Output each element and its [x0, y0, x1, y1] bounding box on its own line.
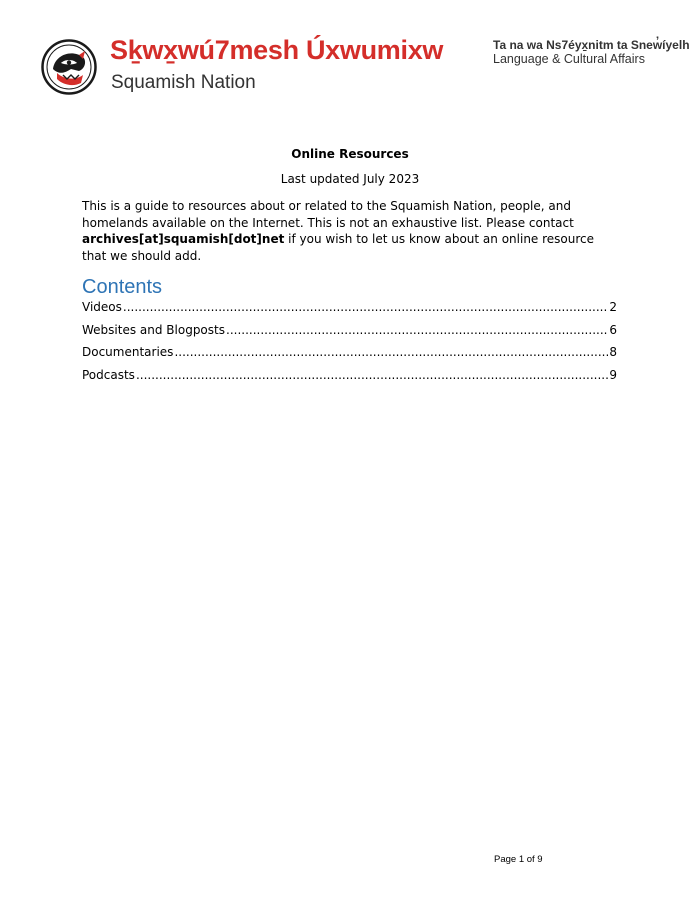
toc-item-page: 2 [609, 300, 617, 314]
toc-dot-leader [226, 323, 608, 337]
toc-item-page: 8 [609, 345, 617, 359]
intro-paragraph [82, 198, 617, 264]
toc-item-page: 9 [609, 367, 617, 382]
toc-item-label: Videos [82, 300, 122, 314]
toc-item-page: 6 [609, 322, 617, 337]
toc-item-websites[interactable] [82, 323, 617, 346]
toc-item-label: Websites and Blogposts [82, 322, 225, 337]
toc-item-label: Podcasts [82, 367, 135, 382]
toc-item-podcasts[interactable] [82, 368, 617, 391]
organization-subtitle: Squamish Nation [111, 72, 256, 93]
department-name-native: Ta na wa Ns7éyx̱nitm ta Snew̓íyelh [493, 38, 690, 52]
toc-item-videos[interactable] [82, 300, 617, 323]
intro-text-end: if you wish to let us know about an online resource that we should add. [82, 232, 595, 263]
toc-dot-leader [123, 300, 608, 314]
contents-heading: Contents [82, 276, 163, 298]
contact-email: archives[at]squamish[dot]net [82, 232, 285, 246]
toc-item-documentaries[interactable] [82, 345, 617, 368]
last-updated-date: Last updated July 2023 [280, 172, 420, 186]
toc-item-label: Documentaries [82, 345, 174, 359]
toc-dot-leader [136, 368, 608, 382]
toc-dot-leader [174, 345, 608, 359]
department-name-english: Language & Cultural Affairs [493, 52, 645, 66]
intro-text-start: This is a guide to resources about or related to the Squamish Nation, people, and homelands available on the Internet. This is not an exhaustive list. Please contact [82, 199, 574, 230]
page-number: Page 1 of 9 [494, 854, 543, 865]
squamish-nation-emblem-icon [41, 39, 97, 95]
document-title: Online Resources [291, 147, 409, 161]
organization-name: Sḵwx̱wú7mesh Úxwumixw [110, 35, 444, 65]
table-of-contents [82, 300, 617, 390]
